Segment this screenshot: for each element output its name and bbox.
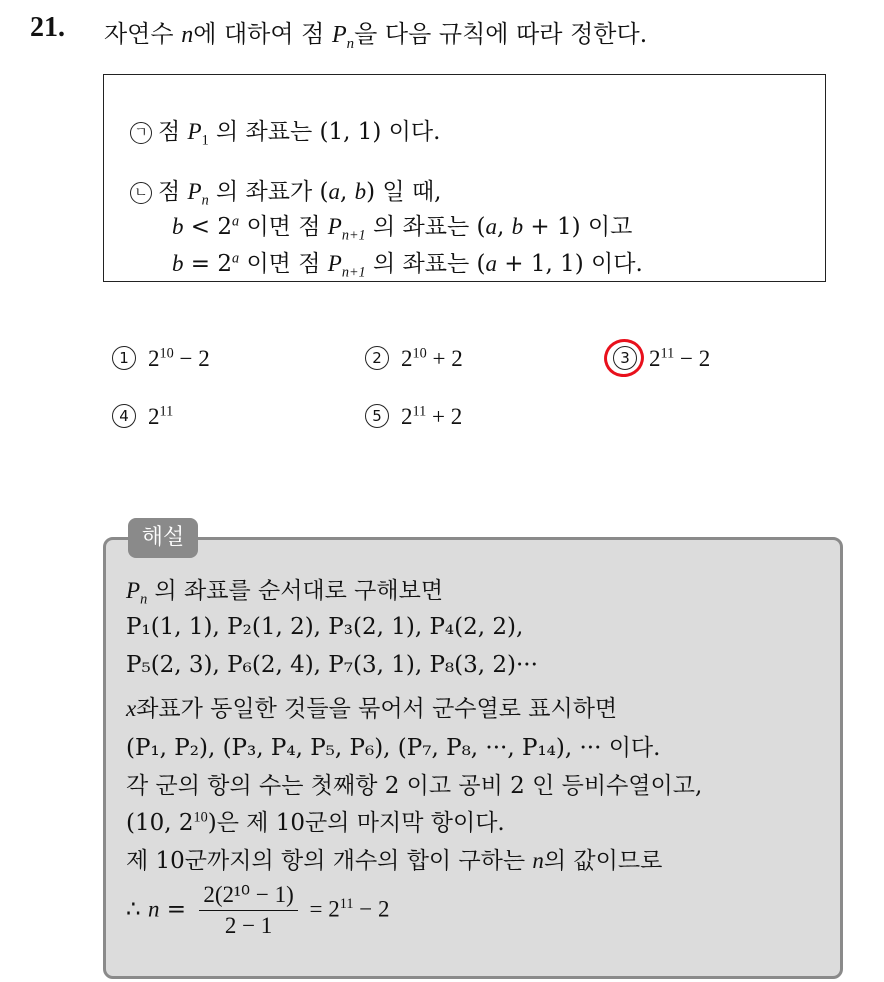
rule-text: < 2 — [183, 214, 233, 240]
option-exp: 11 — [660, 345, 675, 362]
rule-text: 점 — [158, 179, 188, 205]
stem-part: 을 다음 규칙에 따라 정한다. — [354, 20, 648, 48]
fraction-denominator: 2 − 1 — [224, 913, 273, 938]
rule-point-sub: n+1 — [341, 227, 366, 244]
stem-var-n: n — [181, 22, 194, 48]
rule-2 — [130, 173, 442, 209]
option-4[interactable] — [112, 404, 173, 430]
stem-part: 자연수 — [104, 20, 182, 48]
fraction — [199, 882, 297, 939]
stem-point-sub: n — [346, 35, 355, 52]
option-base: 2 — [148, 404, 160, 429]
rule-text: 의 좌표가 ( — [208, 179, 329, 205]
var-a: a — [328, 179, 340, 204]
rule-text: 의 좌표는 ( — [365, 251, 486, 277]
option-tail: + 2 — [426, 404, 463, 429]
option-2[interactable] — [365, 346, 463, 372]
solution-line-6: 각 군의 항의 수는 첫째항 2 이고 공비 2 인 등비수열이고, — [126, 773, 703, 799]
rule-marker-2: ㄴ — [130, 182, 152, 204]
solution-line-8 — [126, 842, 662, 875]
option-exp: 11 — [159, 403, 174, 420]
option-base: 2 — [401, 404, 413, 429]
exp-a: a — [232, 213, 240, 230]
rule-text: 이면 점 — [239, 251, 328, 277]
rule-text: + 1, 1) 이다. — [496, 251, 643, 277]
option-tail: − 2 — [674, 346, 711, 371]
solution-line-4 — [126, 690, 617, 723]
solution-line-9 — [126, 882, 389, 939]
option-number: 3 — [613, 346, 637, 370]
stem-part: 에 대하여 점 — [193, 20, 332, 48]
sol-text: 제 10군까지의 항의 개수의 합이 구하는 — [126, 848, 533, 874]
solution-label: 해설 — [128, 518, 198, 558]
rule-text: 의 좌표는 ( — [365, 214, 486, 240]
exp-a: a — [232, 250, 240, 267]
solution-line-7 — [126, 804, 505, 837]
rule-point: P — [187, 119, 202, 144]
option-3[interactable] — [613, 346, 710, 372]
rule-text: 이면 점 — [239, 214, 328, 240]
therefore-sign: ∴ — [126, 896, 148, 923]
fraction-numerator: 2(2¹⁰ − 1) — [199, 882, 297, 911]
rule-4 — [172, 245, 643, 281]
rule-3 — [172, 208, 633, 244]
sol-text: 의 값이므로 — [543, 848, 663, 874]
var-a: a — [485, 214, 497, 239]
option-number: 2 — [365, 346, 389, 370]
sol-text: (10, 2 — [126, 810, 194, 836]
option-1[interactable] — [112, 346, 210, 372]
rule-marker-1: ㄱ — [130, 122, 152, 144]
var-a: a — [485, 251, 497, 276]
rule-point: P — [327, 214, 342, 239]
sol-text: 의 좌표를 순서대로 구해보면 — [147, 578, 444, 604]
sol-result: = 2 — [303, 896, 340, 922]
rule-text: 점 — [158, 119, 188, 145]
question-number: 21. — [30, 12, 65, 43]
option-number: 4 — [112, 404, 136, 428]
sol-exp: 10 — [193, 809, 208, 826]
option-number: 5 — [365, 404, 389, 428]
sol-result-exp: 11 — [339, 895, 354, 912]
sol-var-n: n — [147, 896, 160, 922]
option-base: 2 — [148, 346, 160, 371]
rule-box — [103, 74, 826, 282]
option-exp: 10 — [159, 345, 174, 362]
var-b: b — [511, 214, 524, 239]
rule-1 — [130, 113, 441, 149]
sol-equals: = — [159, 896, 194, 923]
solution-line-5: (P₁, P₂), (P₃, P₄, P₅, P₆), (P₇, P₈, ···, P₁₄), ··· 이다. — [126, 735, 661, 761]
var-b: b — [172, 214, 184, 239]
rule-point-sub: n — [201, 192, 209, 209]
option-exp: 11 — [412, 403, 427, 420]
option-tail: − 2 — [173, 346, 210, 371]
sol-point: P — [126, 578, 141, 603]
option-base: 2 — [401, 346, 413, 371]
sol-text: 좌표가 동일한 것들을 묶어서 군수열로 표시하면 — [136, 696, 618, 722]
rule-point: P — [327, 251, 342, 276]
rule-point: P — [187, 179, 202, 204]
rule-text: , — [496, 214, 512, 240]
question-stem — [104, 14, 648, 52]
option-base: 2 — [649, 346, 661, 371]
sol-var-x: x — [126, 696, 137, 721]
sol-point-sub: n — [140, 591, 148, 608]
rule-text: = 2 — [183, 251, 233, 277]
solution-line-3: P₅(2, 3), P₆(2, 4), P₇(3, 1), P₈(3, 2)··· — [126, 652, 538, 678]
rule-point-sub: 1 — [201, 132, 209, 149]
rule-point-sub: n+1 — [341, 264, 366, 281]
option-tail: + 2 — [426, 346, 463, 371]
option-exp: 10 — [412, 345, 427, 362]
stem-point: P — [332, 22, 347, 48]
rule-text: ) 일 때, — [366, 179, 442, 205]
sol-result-tail: − 2 — [353, 896, 390, 922]
sol-var-n: n — [532, 848, 544, 873]
rule-text: + 1) 이고 — [523, 214, 633, 240]
solution-line-1 — [126, 572, 444, 608]
solution-line-2: P₁(1, 1), P₂(1, 2), P₃(2, 1), P₄(2, 2), — [126, 614, 524, 640]
var-b: b — [354, 179, 367, 204]
option-5[interactable] — [365, 404, 462, 430]
rule-text: 의 좌표는 (1, 1) 이다. — [208, 119, 441, 145]
option-number: 1 — [112, 346, 136, 370]
rule-text: , — [340, 179, 355, 205]
var-b: b — [172, 251, 184, 276]
sol-text: )은 제 10군의 마지막 항이다. — [207, 810, 505, 836]
